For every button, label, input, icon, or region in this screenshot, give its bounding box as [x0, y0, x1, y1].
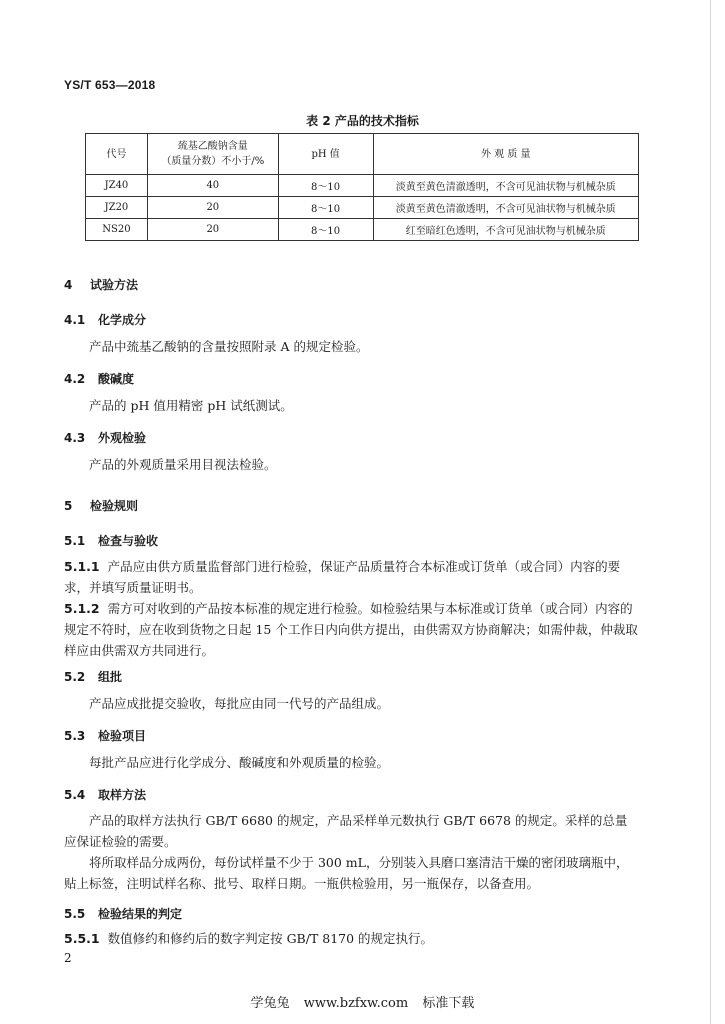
- section-5-5-1-paragraph: 5.5.1 数值修约和修约后的数字判定按 GB/T 8170 的规定执行。: [64, 931, 434, 946]
- section-5-1-2-paragraph: 5.1.2 需方可对收到的产品按本标准的规定进行检验。如检验结果与本标准或订货单（或合同）内容的规定不符时，应在收到货物之日起 15 个工作日内向供方提出，由供需双方协商解决；如需仲裁，仲裁取样应由供需双方共同进行。: [64, 601, 638, 658]
- cell-content: 20: [147, 197, 278, 219]
- footer-watermark: 学兔兔 www.bzfxw.com 标准下载: [250, 996, 475, 1011]
- cell-code: JZ40: [86, 175, 148, 197]
- section-4-heading: 4 试验方法: [64, 278, 139, 292]
- section-5-4-heading: 5.4 取样方法: [64, 788, 147, 802]
- cell-code: NS20: [86, 219, 148, 241]
- table-header-row: [86, 134, 639, 175]
- cell-content: 20: [147, 219, 278, 241]
- section-5-3-heading: 5.3 检验项目: [64, 729, 147, 743]
- cell-appearance: 淡黄至黄色清澈透明，不含可见油状物与机械杂质: [373, 197, 638, 219]
- section-4-2-heading: 4.2 酸碱度: [64, 372, 135, 386]
- spec-table: [85, 133, 639, 241]
- header-content: [147, 134, 278, 175]
- section-4-3-heading: 4.3 外观检验: [64, 431, 147, 445]
- header-content-line2: （质量分数）不小于/%: [161, 156, 265, 167]
- section-5-1-heading: 5.1 检查与验收: [64, 534, 159, 548]
- section-5-2-heading: 5.2 组批: [64, 670, 123, 684]
- table-row: [86, 197, 639, 219]
- cell-ph: 8～10: [278, 219, 373, 241]
- section-5-3-body: 每批产品应进行化学成分、酸碱度和外观质量的检验。: [89, 755, 390, 770]
- section-5-4-body-1: 产品的取样方法执行 GB/T 6680 的规定，产品采样单元数执行 GB/T 6678 的规定。采样的总量应保证检验的需要。: [64, 813, 628, 849]
- cell-code: JZ20: [86, 197, 148, 219]
- section-4-1-body: 产品中巯基乙酸钠的含量按照附录 A 的规定检验。: [89, 339, 369, 354]
- page-number: 2: [64, 951, 72, 965]
- section-5-5-heading: 5.5 检验结果的判定: [64, 907, 183, 921]
- cell-ph: 8～10: [278, 197, 373, 219]
- cell-appearance: 红至暗红色透明，不含可见油状物与机械杂质: [373, 219, 638, 241]
- section-4-1-heading: 4.1 化学成分: [64, 313, 147, 327]
- cell-appearance: 淡黄至黄色清澈透明，不含可见油状物与机械杂质: [373, 175, 638, 197]
- table-row: [86, 219, 639, 241]
- section-5-1-1-paragraph: 5.1.1 产品应由供方质量监督部门进行检验，保证产品质量符合本标准或订货单（或合同）内容的要求，并填写质量证明书。: [64, 559, 621, 595]
- scan-edge-line: [710, 0, 711, 1024]
- header-appearance: 外 观 质 量: [373, 134, 638, 175]
- header-content-line1: 巯基乙酸钠含量: [177, 141, 248, 152]
- table-row: [86, 175, 639, 197]
- document-code: YS/T 653—2018: [64, 78, 156, 92]
- header-code: 代号: [86, 134, 148, 175]
- cell-content: 40: [147, 175, 278, 197]
- header-ph: pH 值: [278, 134, 373, 175]
- cell-ph: 8～10: [278, 175, 373, 197]
- section-4-2-body: 产品的 pH 值用精密 pH 试纸测试。: [89, 398, 293, 413]
- section-4-3-body: 产品的外观质量采用目视法检验。: [89, 457, 277, 472]
- section-5-4-body-2: 将所取样品分成两份，每份试样量不少于 300 mL，分别装入具磨口塞清洁干燥的密闭玻璃瓶中，贴上标签，注明试样名称、批号、取样日期。一瓶供检验用，另一瓶保存，以备查用。: [64, 855, 629, 891]
- section-5-heading: 5 检验规则: [64, 499, 139, 513]
- table-caption: 表 2 产品的技术指标: [306, 114, 419, 128]
- section-5-2-body: 产品应成批提交验收，每批应由同一代号的产品组成。: [89, 696, 390, 711]
